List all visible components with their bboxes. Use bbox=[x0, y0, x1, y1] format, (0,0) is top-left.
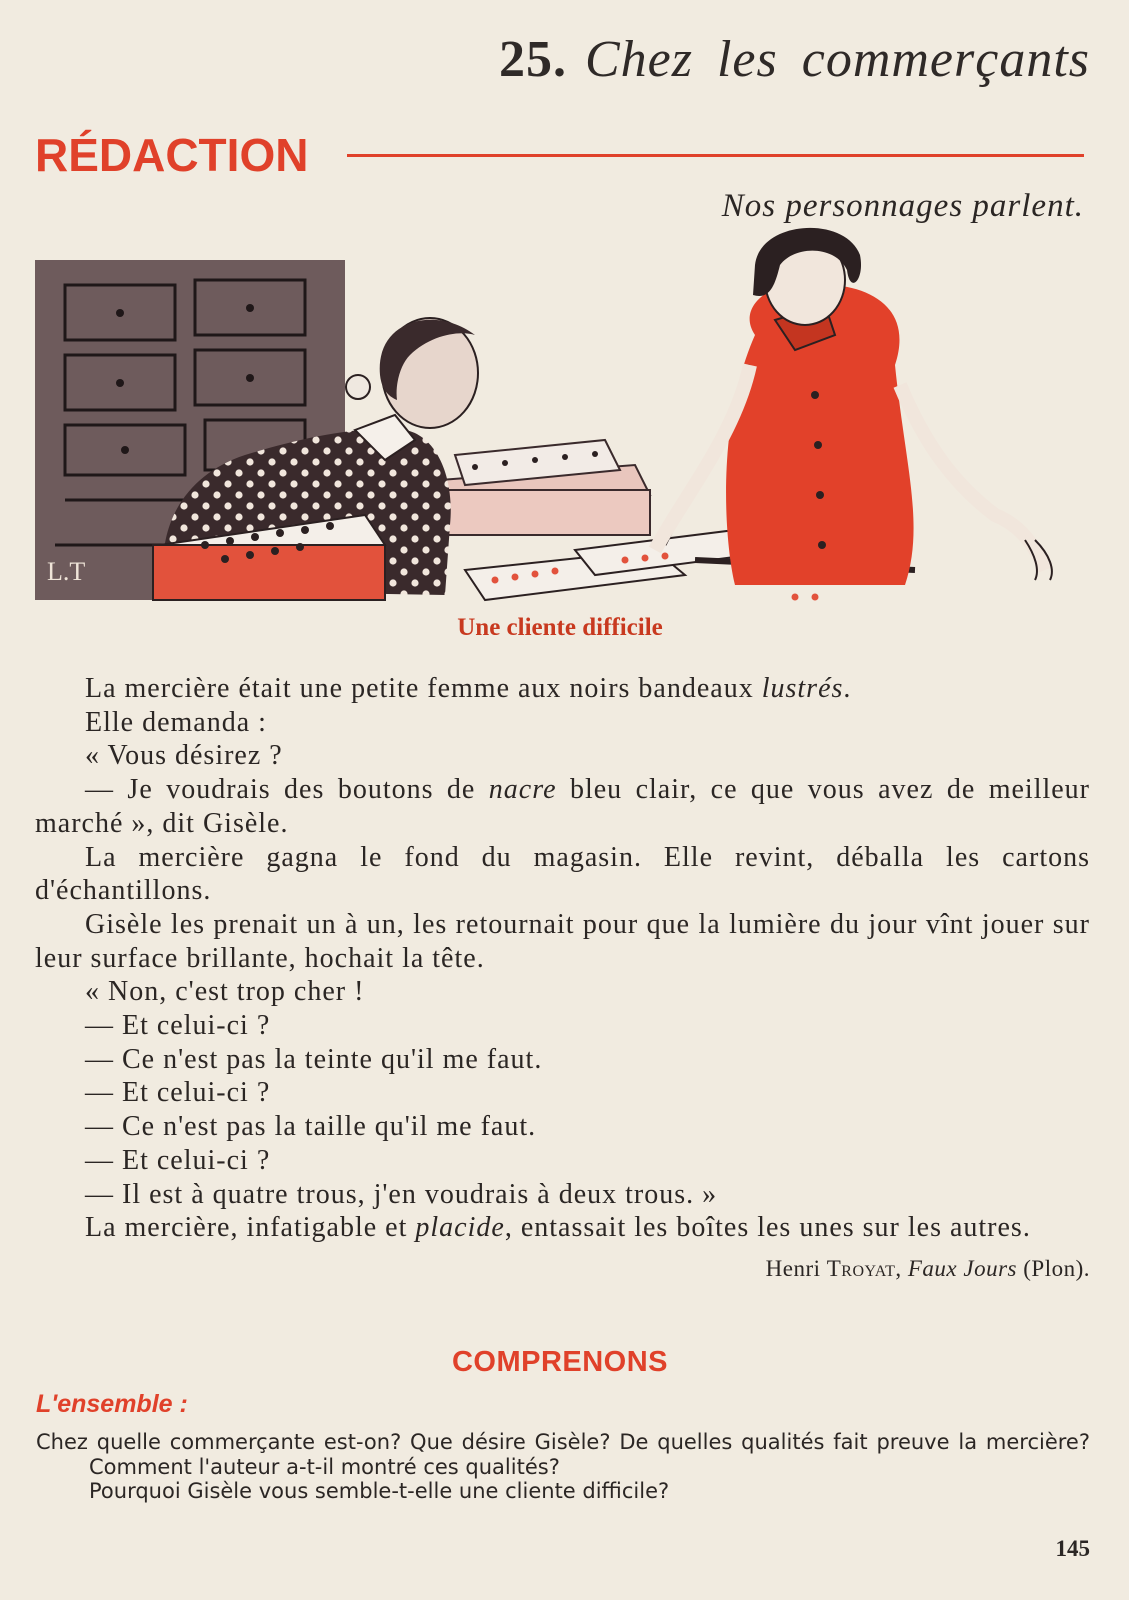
passage-line: « Vous désirez ? bbox=[85, 740, 283, 772]
chapter-title-text: Chez les commerçants bbox=[584, 31, 1090, 88]
passage-line: Elle demanda : bbox=[85, 706, 267, 738]
question-line: Pourquoi Gisèle vous semble-t-elle une cliente difficile? bbox=[89, 1479, 670, 1503]
passage-line: — Et celui-ci ? bbox=[85, 1010, 271, 1042]
passage-line: — Je voudrais des boutons de nacre bleu clair, ce que vous avez de meilleur marché », dit Gisèle. bbox=[35, 774, 1091, 839]
section-heading: RÉDACTION bbox=[35, 129, 309, 181]
passage-line: « Non, c'est trop cher ! bbox=[85, 976, 365, 1008]
passage-line: La mercière gagna le fond du magasin. Elle revint, déballa les cartons d'échantillons. bbox=[35, 841, 1090, 907]
passage-line: — Il est à quatre trous, j'en voudrais à deux trous. » bbox=[85, 1178, 718, 1210]
questions bbox=[36, 1430, 1090, 1504]
author-last-name: Troyat bbox=[826, 1256, 896, 1281]
question-line: Chez quelle commerçante est-on? Que désire Gisèle? De quelles qualités fait preuve la mercière? Comment l'auteur a-t-il montré ces qualités? bbox=[36, 1430, 1090, 1479]
stacked-boxes bbox=[440, 440, 650, 535]
illustration bbox=[35, 225, 1090, 615]
illustration-caption: Une cliente difficile bbox=[457, 614, 663, 641]
page-number: 145 bbox=[1055, 1536, 1090, 1561]
glossary-word: lustrés bbox=[761, 673, 844, 704]
reading-passage bbox=[35, 672, 1090, 1245]
work-title: Faux Jours bbox=[907, 1256, 1017, 1281]
source-credit: Henri Troyat, Faux Jours (Plon). bbox=[765, 1256, 1090, 1281]
woman-shopkeeper bbox=[655, 228, 1052, 585]
section-subtitle: Nos personnages parlent. bbox=[721, 188, 1084, 224]
passage-line: Gisèle les prenait un à un, les retournait pour que la lumière du jour vînt jouer sur leur surface brillante, hochait la tête. bbox=[35, 908, 1090, 974]
artist-signature: L.T bbox=[47, 557, 86, 586]
glossary-word: placide bbox=[415, 1212, 505, 1244]
passage-line: — Ce n'est pas la taille qu'il me faut. bbox=[85, 1111, 537, 1143]
publisher: (Plon). bbox=[1023, 1256, 1090, 1281]
ensemble-subheading: L'ensemble : bbox=[36, 1390, 188, 1418]
glossary-word: nacre bbox=[488, 774, 557, 806]
passage-line: — Et celui-ci ? bbox=[85, 1077, 271, 1109]
passage-line: La mercière, infatigable et placide, entassait les boîtes les unes sur les autres. bbox=[85, 1212, 1031, 1244]
comprenons-heading: COMPRENONS bbox=[451, 1346, 669, 1378]
chapter-number: 25. bbox=[498, 31, 567, 88]
chapter-title bbox=[380, 30, 1090, 89]
author-first-name: Henri bbox=[765, 1256, 821, 1281]
section-rule bbox=[347, 154, 1084, 157]
passage-line: La mercière était une petite femme aux noirs bandeaux lustrés. bbox=[85, 673, 852, 704]
passage-line: — Et celui-ci ? bbox=[85, 1144, 271, 1176]
passage-line: — Ce n'est pas la teinte qu'il me faut. bbox=[85, 1043, 543, 1075]
